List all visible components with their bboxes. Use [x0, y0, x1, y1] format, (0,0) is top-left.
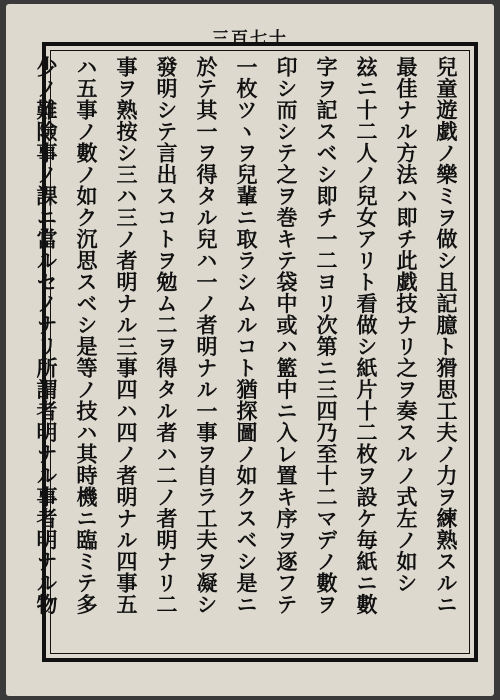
text-line-7: 於テ其一ヲ得タル兒ハ一ノ者明ナル一事ヲ自ラ工夫ヲ凝シ [194, 56, 219, 615]
text-line-3: 玆ニ十二人ノ兒女アリト看做シ紙片十二枚ヲ設ケ毎紙ニ數 [354, 56, 379, 615]
text-line-2: 最佳ナル方法ハ即チ此戯技ナリ之ヲ奏スルノ式左ノ如シ [394, 56, 419, 594]
text-frame [34, 42, 478, 662]
page-number: 三百七十 [212, 29, 288, 49]
text-line-9: 事ヲ熟按シ三ハ三ノ者明ナル三事四ハ四ノ者明ナル四事五 [114, 56, 139, 615]
text-line-6: 一枚ツヽヲ兒輩ニ取ラシムルコト猶探圖ノ如クスベシ是ニ [234, 56, 259, 615]
text-line-8: 發明シテ言出スコトヲ勉ム二ヲ得タル者ハ二ノ者明ナリ二 [154, 56, 179, 615]
text-line-5: 印シ而シテ之ヲ巻キテ袋中或ハ籃中ニ入レ置キ序ヲ逐フテ [274, 56, 299, 615]
book-page [6, 4, 494, 696]
text-line-10: ハ五事ノ數ノ如ク沉思スベシ是等ノ技ハ其時機ニ臨ミテ多 [74, 56, 99, 615]
vertical-text-block [34, 56, 466, 648]
text-line-4: 字ヲ記スベシ即チ一二ヨリ次第ニ三四乃至十二マデノ數ヲ [314, 56, 339, 615]
text-line-1: 兒童遊戯ノ樂ミヲ做シ且記臆ト猾思工夫ノ力ヲ練熟スルニ [434, 56, 459, 615]
text-line-11: 少ノ難險事ノ課ニ當ルセノナリ所謂者明ナル事者明ナル物 [34, 56, 59, 615]
